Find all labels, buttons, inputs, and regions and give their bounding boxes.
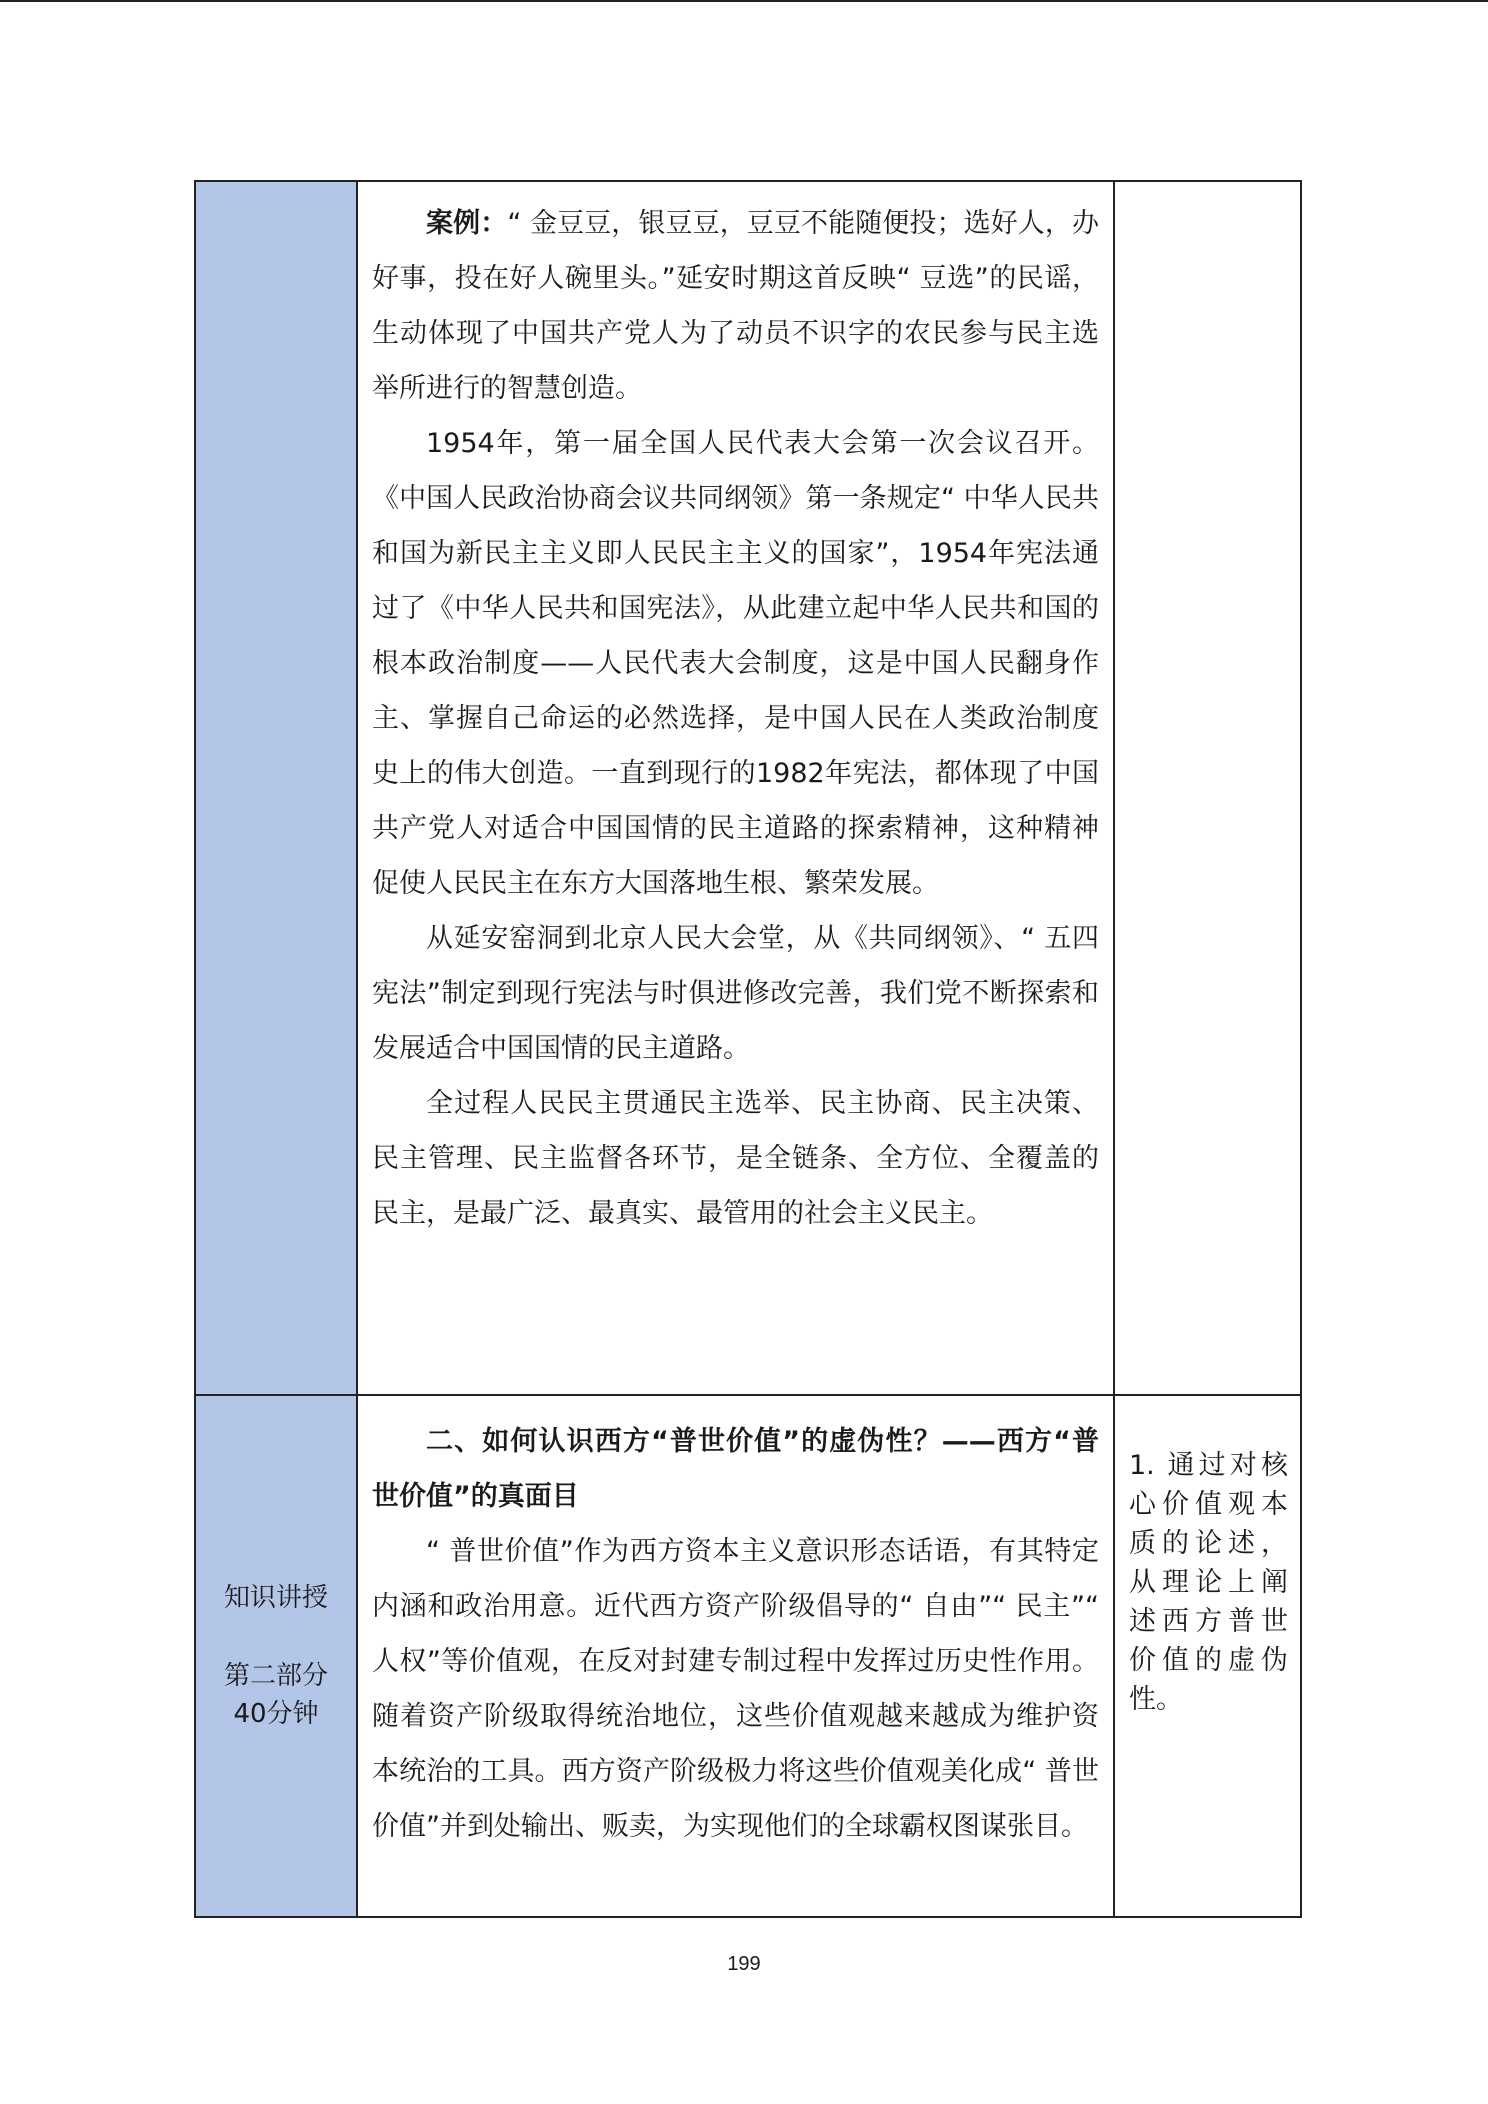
lesson-plan-table bbox=[194, 180, 1302, 1918]
stage-label: 知识讲授 bbox=[223, 1583, 328, 1613]
table-row-case bbox=[195, 181, 1301, 1395]
stage-spacer bbox=[196, 1617, 356, 1657]
paragraph-1954-constitution: 1954年，第一届全国人民代表大会第一次会议召开。《中国人民政治协商会议共同纲领》第一条规定“ 中华人民共和国为新民主主义即人民民主主义的国家”，1954年宪法通过了《中华人民共和国宪法》，从此建立起中华人民共和国的根本政治制度——人民代表大会制度，这是中国人民翻身作主、掌握自己命运的必然选择，是中国人民在人类政治制度史上的伟大创造。一直到现行的1982年宪法，都体现了中国共产党人对适合中国国情的民主道路的探索精神，这种精神促使人民民主在东方大国落地生根、繁荣发展。 bbox=[372, 428, 1099, 899]
stage-part: 第二部分 bbox=[223, 1661, 328, 1691]
paragraph-whole-process-democracy: 全过程人民民主贯通民主选举、民主协商、民主决策、民主管理、民主监督各环节，是全链条、全方位、全覆盖的民主，是最广泛、最真实、最管用的社会主义民主。 bbox=[372, 1088, 1099, 1229]
section-heading: 二、如何认识西方“普世价值”的虚伪性？——西方“普世价值”的真面目 bbox=[372, 1426, 1099, 1512]
page-number: 199 bbox=[727, 1953, 761, 1975]
paragraph-yanan-to-beijing: 从延安窑洞到北京人民大会堂，从《共同纲领》、“ 五四宪法”制定到现行宪法与时俱进修改完善，我们党不断探索和发展适合中国国情的民主道路。 bbox=[372, 923, 1099, 1064]
stage-cell-part-two bbox=[195, 1395, 357, 1917]
goal-cell-part-two bbox=[1114, 1395, 1301, 1917]
case-paragraph bbox=[372, 196, 1099, 416]
page-top-border bbox=[0, 0, 1488, 2]
case-label: 案例： bbox=[426, 208, 508, 239]
teaching-goal: 1. 通过对核心价值观本质的论述，从理论上阐述西方普世价值的虚伪性。 bbox=[1129, 1450, 1288, 1715]
case-text: “ 金豆豆，银豆豆，豆豆不能随便投；选好人，办好事，投在好人碗里头。”延安时期这首反映“ 豆选”的民谣，生动体现了中国共产党人为了动员不识字的农民参与民主选举所进行的智慧创造。 bbox=[372, 208, 1100, 404]
stage-duration: 40分钟 bbox=[233, 1699, 319, 1729]
content-cell-case bbox=[357, 181, 1114, 1395]
goal-cell-empty bbox=[1114, 181, 1301, 1395]
stage-cell-empty bbox=[195, 181, 357, 1395]
universal-values-paragraph: “ 普世价值”作为西方资本主义意识形态话语，有其特定内涵和政治用意。近代西方资产阶级倡导的“ 自由”“ 民主”“ 人权”等价值观，在反对封建专制过程中发挥过历史性作用。随着资产阶级取得统治地位，这些价值观越来越成为维护资本统治的工具。西方资产阶级极力将这些价值观美化成“ 普世价值”并到处输出、贩卖，为实现他们的全球霸权图谋张目。 bbox=[372, 1536, 1099, 1842]
content-cell-part-two bbox=[357, 1395, 1114, 1917]
table-row-part-two bbox=[195, 1395, 1301, 1917]
